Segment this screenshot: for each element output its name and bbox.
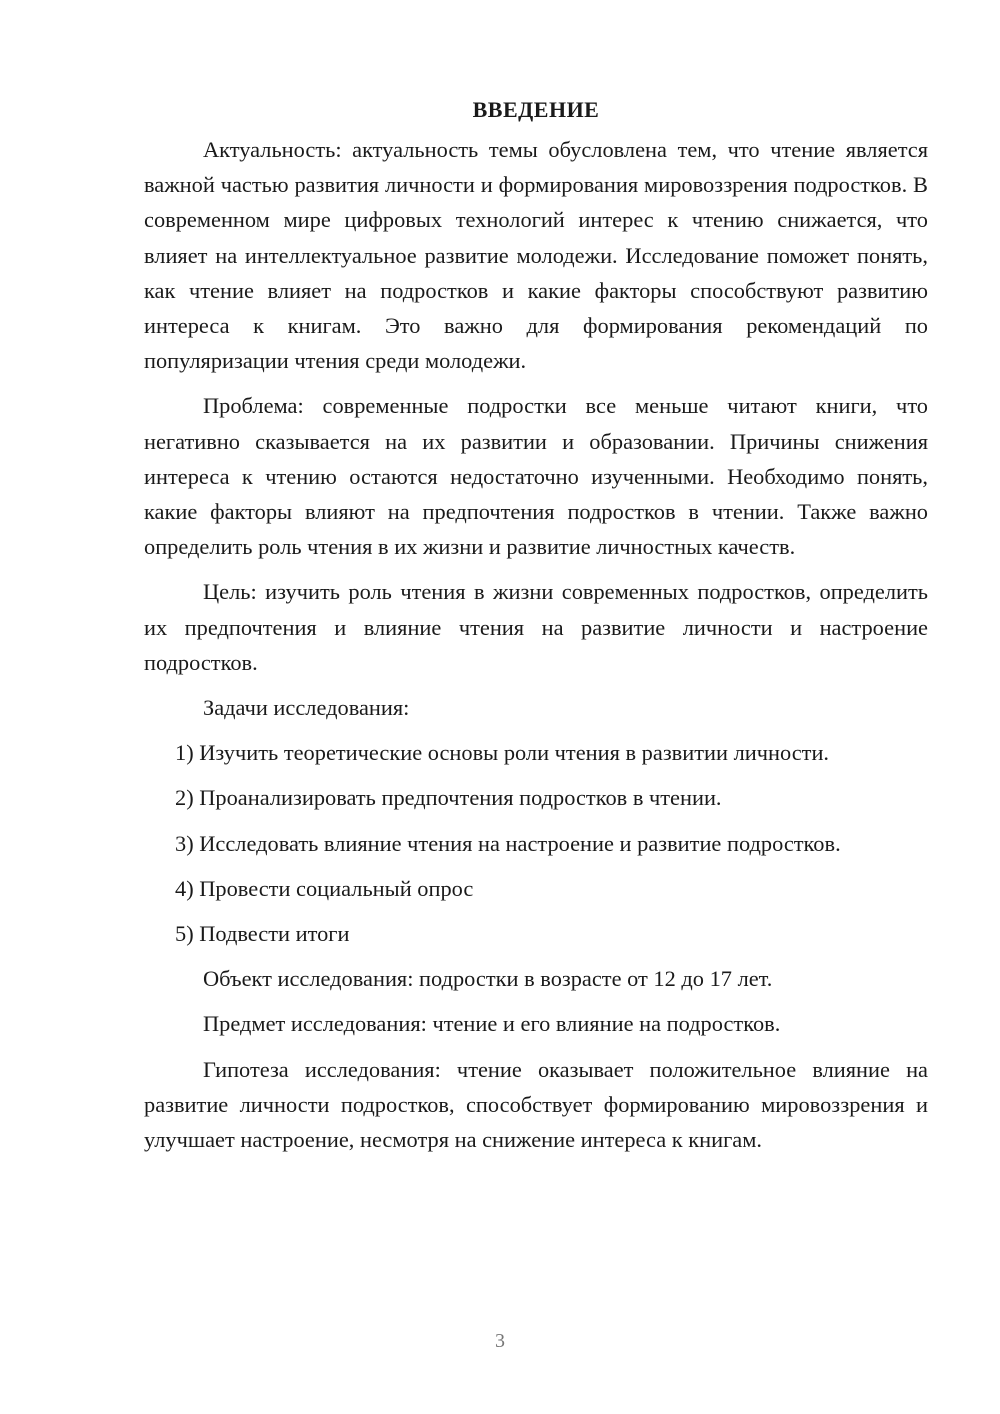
goal-paragraph: Цель: изучить роль чтения в жизни современных подростков, определить их предпочтения и влияние чтения на развитие личности и настроение подростков. — [144, 579, 928, 675]
task-item: 3) Исследовать влияние чтения на настроение и развитие подростков. — [175, 830, 841, 856]
tasks-list — [144, 735, 928, 951]
object-paragraph: Объект исследования: подростки в возрасте от 12 до 17 лет. — [203, 966, 773, 992]
task-item: 1) Изучить теоретические основы роли чтения в развитии личности. — [175, 740, 830, 766]
task-item: 5) Подвести итоги — [175, 921, 350, 947]
relevance-paragraph: Актуальность: актуальность темы обусловлена тем, что чтение является важной частью развития личности и формирования мировоззрения подростков. В современном мире цифровых технологий интерес к чтению снижается, что влияет на интеллектуальное развитие молодежи. Исследование поможет понять, как чтение влияет на подростков и какие факторы способствуют развитию интереса к книгам. Это важно для формирования рекомендаций по популяризации чтения среди молодежи. — [144, 137, 928, 374]
document-page — [144, 92, 928, 1167]
tasks-heading: Задачи исследования: — [203, 695, 410, 721]
task-item: 2) Проанализировать предпочтения подростков в чтении. — [175, 785, 722, 811]
problem-paragraph: Проблема: современные подростки все меньше читают книги, что негативно сказывается на их развитии и образовании. Причины снижения интереса к чтению остаются недостаточно изученными. Необходимо понять, какие факторы влияют на предпочтения подростков в чтении. Также важно определить роль чтения в их жизни и развитие личностных качеств. — [144, 393, 928, 560]
hypothesis-paragraph: Гипотеза исследования: чтение оказывает положительное влияние на развитие личности подростков, способствует формированию мировоззрения и улучшает настроение, несмотря на снижение интереса к книгам. — [144, 1056, 928, 1153]
section-title: ВВЕДЕНИЕ — [472, 97, 600, 122]
task-item: 4) Провести социальный опрос — [175, 875, 474, 901]
page-number: 3 — [495, 1330, 505, 1352]
subject-paragraph: Предмет исследования: чтение и его влияние на подростков. — [203, 1011, 781, 1037]
